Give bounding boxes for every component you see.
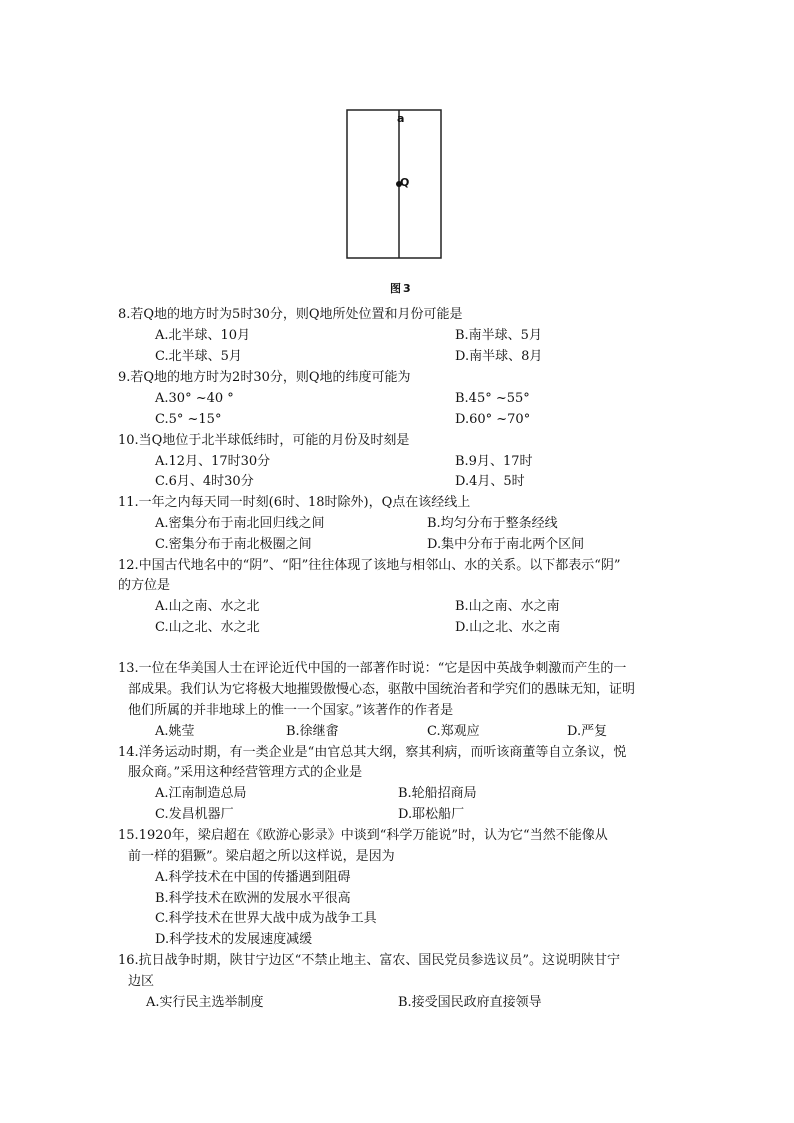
q13-option-b: B.徐继畬	[286, 724, 339, 739]
q8-option-b: B.南半球、5月	[455, 328, 542, 343]
q14-option-b: B.轮船招商局	[398, 786, 477, 801]
q15-stem-line2: 前一样的猖獗”。梁启超之所以这样说，是因为	[128, 849, 395, 864]
q15-option-c: C.科学技术在世界大战中成为战争工具	[155, 911, 377, 926]
q13-stem-line2: 部成果。我们认为它将极大地摧毁傲慢心态，驱散中国统治者和学究们的愚昧无知，证明	[128, 682, 636, 697]
q13-option-d: D.严复	[567, 724, 608, 739]
q16-stem-line2: 边区	[128, 974, 155, 989]
q11-option-b: B.均匀分布于整条经线	[427, 516, 558, 531]
q14-option-c: C.发昌机器厂	[155, 807, 234, 822]
figure-3	[345, 108, 445, 296]
q10-option-a: A.12月、17时30分	[155, 454, 271, 469]
q14-option-a: A.江南制造总局	[155, 786, 247, 801]
q14-stem-line1: 14.洋务运动时期，有一类企业是“由官总其大纲，察其利病，而听该商董等自立条议，悦	[118, 745, 627, 760]
q8-option-d: D.南半球、8月	[455, 349, 543, 364]
q9-option-c: C.5° ~15°	[155, 412, 222, 427]
q13-option-c: C.郑观应	[427, 724, 480, 739]
q15-option-d: D.科学技术的发展速度减缓	[155, 932, 313, 947]
q16-option-b: B.接受国民政府直接领导	[398, 995, 542, 1010]
q12-option-c: C.山之北、水之北	[155, 620, 260, 635]
label-q: Q	[400, 176, 410, 189]
q12-option-b: B.山之南、水之南	[455, 599, 560, 614]
q12-option-a: A.山之南、水之北	[155, 599, 260, 614]
q15-stem-line1: 15.1920年，梁启超在《欧游心影录》中谈到“科学万能说”时，认为它“当然不能像从	[118, 828, 608, 843]
figure-caption: 图3	[390, 282, 413, 295]
q10-option-b: B.9月、17时	[455, 454, 533, 469]
q8-option-a: A.北半球、10月	[155, 328, 251, 343]
q16-stem-line1: 16.抗日战争时期，陕甘宁边区“不禁止地主、富农、国民党员参选议员”。这说明陕甘宁	[118, 953, 620, 968]
q10-option-c: C.6月、4时30分	[155, 474, 254, 489]
q12-stem-line1: 12.中国古代地名中的“阴”、“阳”往往体现了该地与相邻山、水的关系。以下都表示“阴”	[118, 558, 621, 573]
diagram-frame	[347, 110, 441, 258]
q10-stem: 10.当Q地位于北半球低纬时，可能的月份及时刻是	[118, 433, 410, 448]
q14-option-d: D.耶松船厂	[398, 807, 465, 822]
q11-option-a: A.密集分布于南北回归线之间	[155, 516, 325, 531]
q13-stem-line3: 他们所属的并非地球上的惟一一个国家。”该著作的作者是	[128, 703, 454, 718]
q9-option-d: D.60° ~70°	[455, 412, 531, 427]
q11-option-d: D.集中分布于南北两个区间	[427, 537, 585, 552]
longitude-diagram	[345, 108, 445, 278]
q9-stem: 9.若Q地的地方时为2时30分，则Q地的纬度可能为	[118, 370, 411, 385]
q13-option-a: A.姚莹	[155, 724, 195, 739]
q15-option-a: A.科学技术在中国的传播遇到阻碍	[155, 870, 351, 885]
q12-option-d: D.山之北、水之南	[455, 620, 561, 635]
q16-option-a: A.实行民主选举制度	[146, 995, 264, 1010]
q10-option-d: D.4月、5时	[455, 474, 525, 489]
q11-option-c: C.密集分布于南北极圈之间	[155, 537, 312, 552]
q9-option-b: B.45° ~55°	[455, 391, 530, 406]
q13-stem-line1: 13.一位在华美国人士在评论近代中国的一部著作时说：“它是因中英战争刺激而产生的一	[118, 661, 627, 676]
q8-option-c: C.北半球、5月	[155, 349, 242, 364]
q9-option-a: A.30° ~40 °	[155, 391, 234, 406]
q14-stem-line2: 服众商。”采用这种经营管理方式的企业是	[128, 765, 363, 780]
q8-stem: 8.若Q地的地方时为5时30分，则Q地所处位置和月份可能是	[118, 307, 463, 322]
q15-option-b: B.科学技术在欧洲的发展水平很高	[155, 891, 351, 906]
q11-stem: 11.一年之内每天同一时刻(6时、18时除外)，Q点在该经线上	[118, 495, 471, 510]
q12-stem-line2: 的方位是	[118, 578, 171, 593]
label-a: a	[397, 112, 405, 125]
